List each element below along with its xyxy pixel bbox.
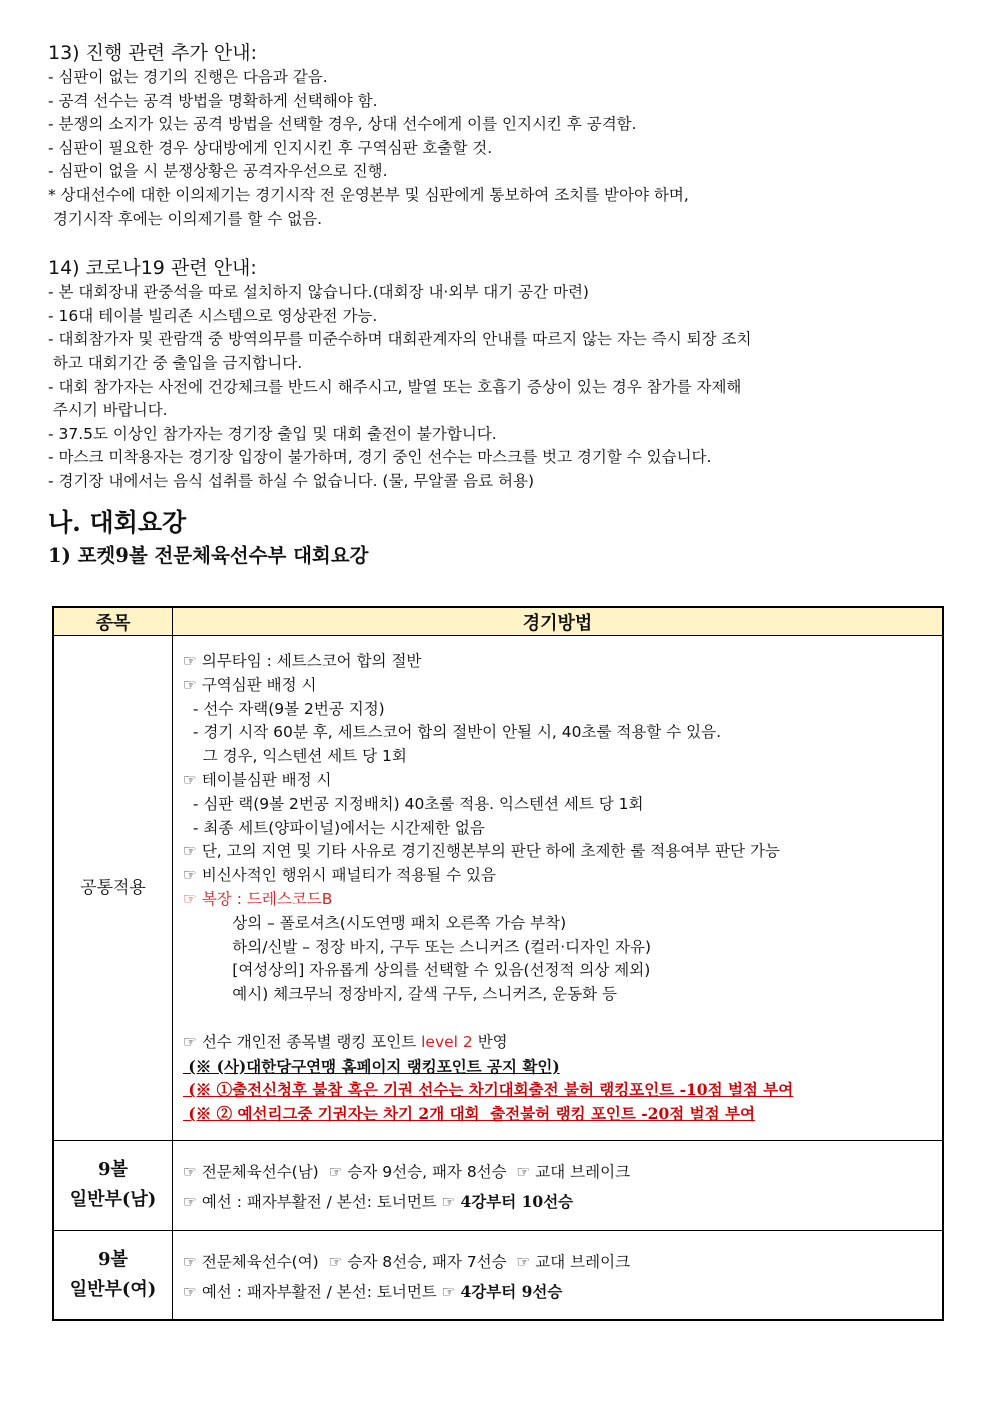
- document-page: [48, 40, 948, 576]
- section-14-line: - 대회 참가자는 사전에 건강체크를 반드시 해주시고, 발열 또는 호흡기 증상이 있는 경우 참가를 자제해: [48, 377, 742, 396]
- section-14-line: 주시기 바랍니다.: [48, 401, 168, 420]
- event-women: [53, 1230, 173, 1320]
- section-14-line: - 마스크 미착용자는 경기장 입장이 불가하며, 경기 중인 선수는 마스크를 벗고 경기할 수 있습니다.: [48, 448, 712, 467]
- method-line: ☞ 단, 고의 지연 및 기타 사유로 경기진행본부의 판단 하에 초제한 룰 적용여부 판단 가능: [183, 842, 780, 861]
- method-line: 상의 – 폴로셔츠(시도연맹 패치 오른쪽 가슴 부착): [183, 913, 567, 932]
- section-13-line: - 심판이 필요한 경우 상대방에게 인지시킨 후 구역심판 호출할 것.: [48, 138, 493, 157]
- ranking-text-end: 반영: [472, 1032, 508, 1051]
- method-line: [여성상의] 자유롭게 상의를 선택할 수 있음(선정적 의상 제외): [183, 961, 651, 980]
- method-line: ☞ 전문체육선수(남) ☞ 승자 9선승, 패자 8선승 ☞ 교대 브레이크: [183, 1163, 631, 1182]
- method-text: ☞ 예선 : 패자부활전 / 본선: 토너먼트 ☞: [183, 1283, 461, 1302]
- heading-competition-guide: 나. 대회요강: [48, 507, 187, 537]
- method-line: - 심판 랙(9볼 2번공 지정배치) 40초룰 적용. 익스텐션 세트 당 1회: [183, 794, 644, 813]
- method-line: 그 경우, 익스텐션 세트 당 1회: [183, 747, 407, 766]
- table-row: [53, 1140, 943, 1230]
- method-line: ☞ 비신사적인 행위시 패널티가 적용될 수 있음: [183, 866, 496, 885]
- event-men-label-2: 일반부(남): [69, 1189, 157, 1211]
- ranking-point-line: [183, 1031, 942, 1055]
- section-14-line: - 대회참가자 및 관람객 중 방역의무를 미준수하며 대회관계자의 안내를 따르지 않는 자는 즉시 퇴장 조치: [48, 330, 752, 349]
- method-women: [173, 1230, 944, 1320]
- section-13-line: - 공격 선수는 공격 방법을 명확하게 선택해야 함.: [48, 91, 378, 110]
- section-14-line: - 16대 테이블 빌리존 시스템으로 영상관전 가능.: [48, 306, 378, 325]
- section-14-title: 14) 코로나19 관련 안내:: [48, 257, 257, 280]
- section-13-title: 13) 진행 관련 추가 안내:: [48, 42, 257, 64]
- penalty-line-2: (※ ② 예선리그중 기권자는 차기 2개 대회 출전불허 랭킹 포인트 -20점 벌점 부여: [183, 1104, 755, 1124]
- section-14-line: - 경기장 내에서는 음식 섭취를 하실 수 없습니다. (물, 무알콜 음료 허용): [48, 471, 535, 490]
- section-13-line: - 심판이 없을 시 분쟁상황은 공격자우선으로 진행.: [48, 162, 388, 181]
- method-line: [183, 1187, 942, 1217]
- method-line: 하의/신발 – 정장 바지, 구두 또는 스니커즈 (컬러·디자인 자유): [183, 937, 651, 956]
- method-line: ☞ 의무타임 : 세트스코어 합의 절반: [183, 652, 422, 670]
- header-event: 종목: [53, 607, 173, 636]
- section-14-line: - 37.5도 이상인 참가자는 경기장 출입 및 대회 출전이 불가합니다.: [48, 424, 497, 443]
- table-row: [53, 636, 943, 1141]
- section-14-line: - 본 대회장내 관중석을 따로 설치하지 않습니다.(대회장 내·외부 대기 공간 마련): [48, 283, 589, 302]
- section-14-line: 하고 대회기간 중 출입을 금지합니다.: [48, 353, 303, 372]
- level-text: level 2: [421, 1032, 473, 1051]
- event-men: [53, 1140, 173, 1230]
- method-men: [173, 1140, 944, 1230]
- table-header-row: [53, 607, 943, 636]
- event-common: 공통적용: [53, 636, 173, 1141]
- header-method: 경기방법: [173, 607, 944, 636]
- section-13-line: * 상대선수에 대한 이의제기는 경기시작 전 운영본부 및 심판에게 통보하여 조치를 받아야 하며,: [48, 185, 689, 204]
- ranking-notice-line: (※ (사)대한당구연맹 홈페이지 랭킹포인트 공지 확인): [183, 1056, 560, 1076]
- method-line: [183, 1277, 942, 1307]
- heading-pocket9ball-guide: 1) 포켓9볼 전문체육선수부 대회요강: [48, 543, 369, 567]
- rules-table: [52, 606, 944, 1321]
- final-format-text: 4강부터 9선승: [460, 1282, 563, 1302]
- section-13-line: - 심판이 없는 경기의 진행은 다음과 같음.: [48, 68, 328, 86]
- section-13-line: 경기시작 후에는 이의제기를 할 수 없음.: [48, 209, 323, 228]
- method-line: - 최종 세트(양파이널)에서는 시간제한 없음: [183, 818, 485, 837]
- penalty-line-1: (※ ①출전신청후 불참 혹은 기권 선수는 차기대회출전 불허 랭킹포인트 -10점 벌점 부여: [183, 1080, 794, 1100]
- table-row: [53, 1230, 943, 1320]
- method-line: ☞ 구역심판 배정 시: [183, 675, 317, 694]
- section-14-body: [48, 281, 948, 493]
- method-text: ☞ 예선 : 패자부활전 / 본선: 토너먼트 ☞: [183, 1193, 461, 1212]
- section-13-body: [48, 66, 948, 231]
- method-line: 예시) 체크무늬 정장바지, 갈색 구두, 스니커즈, 운동화 등: [183, 985, 617, 1004]
- event-women-label-1: 9볼: [98, 1249, 128, 1271]
- method-common: [173, 636, 944, 1141]
- event-women-label-2: 일반부(여): [69, 1279, 157, 1301]
- ranking-text: ☞ 선수 개인전 종목별 랭킹 포인트: [183, 1032, 422, 1051]
- final-format-text: 4강부터 10선승: [460, 1192, 574, 1212]
- method-line: ☞ 테이블심판 배정 시: [183, 770, 332, 789]
- method-line: ☞ 전문체육선수(여) ☞ 승자 8선승, 패자 7선승 ☞ 교대 브레이크: [183, 1253, 631, 1272]
- section-13-line: - 분쟁의 소지가 있는 공격 방법을 선택할 경우, 상대 선수에게 이를 인지시킨 후 공격함.: [48, 115, 637, 134]
- method-line: - 선수 자랙(9볼 2번공 지정): [183, 699, 385, 718]
- method-line: - 경기 시작 60분 후, 세트스코어 합의 절반이 안될 시, 40초룰 적용할 수 있음.: [183, 723, 721, 742]
- dress-code-line: ☞ 복장 : 드레스코드B: [183, 889, 333, 908]
- event-men-label-1: 9볼: [98, 1159, 128, 1181]
